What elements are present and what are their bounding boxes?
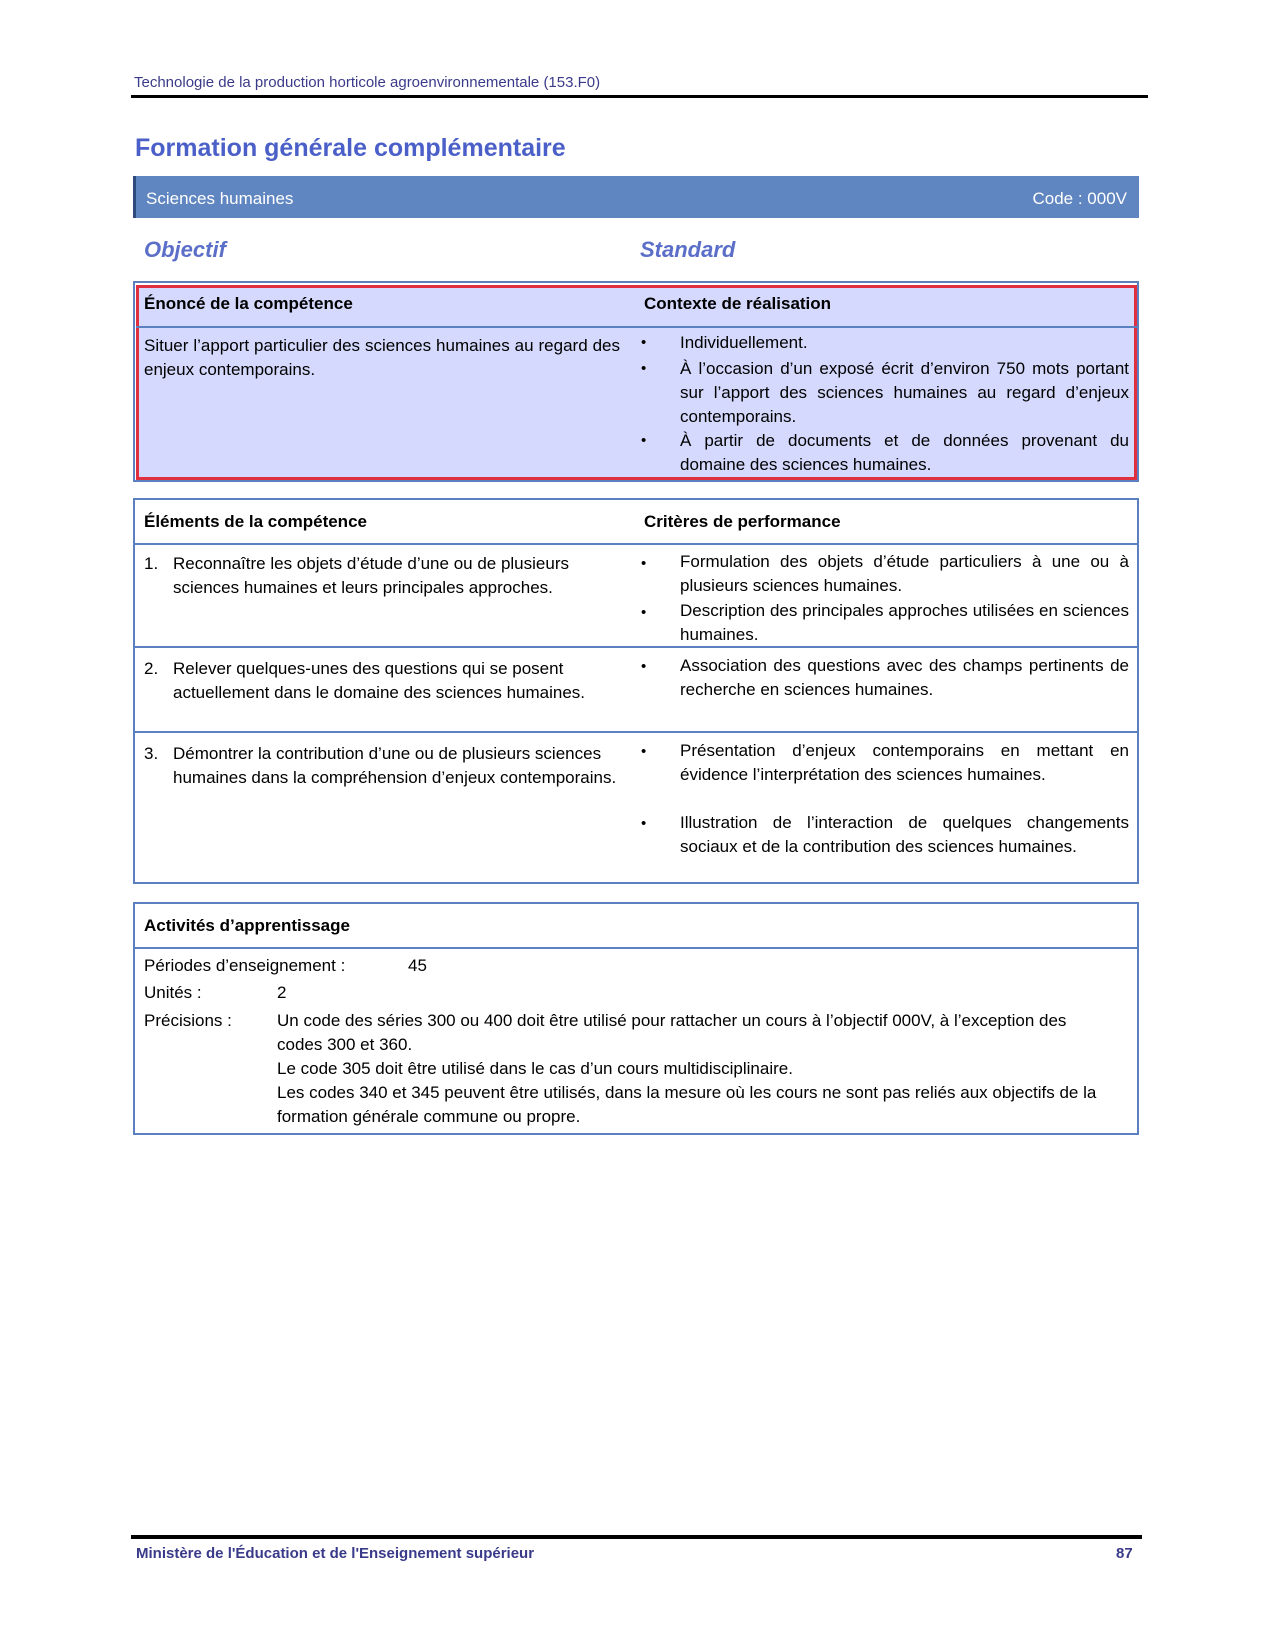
footer-ministry: Ministère de l'Éducation et de l'Enseignement supérieur: [136, 1545, 535, 1562]
bullet-icon: •: [641, 658, 647, 675]
bullet-icon: •: [641, 555, 647, 572]
critere-item: Association des questions avec des champs pertinents de recherche en sciences humaines.: [680, 656, 1129, 699]
contexte-item: Individuellement.: [680, 333, 808, 352]
standard-label: Standard: [640, 237, 736, 262]
critere-item: Formulation des objets d’étude particuliers à une ou à plusieurs sciences humaines.: [680, 552, 1129, 595]
competence-divider: [136, 326, 1137, 328]
element-text: Reconnaître les objets d’étude d’une ou de plusieurs sciences humaines et leurs principales approches.: [173, 554, 569, 597]
element-number: 1.: [144, 554, 159, 573]
objectif-label: Objectif: [144, 237, 226, 262]
precision-item: Le code 305 doit être utilisé dans le cas d’un cours multidisciplinaire.: [277, 1059, 793, 1078]
periodes-label: Périodes d’enseignement :: [144, 956, 346, 975]
bullet-icon: •: [641, 334, 647, 351]
periodes-value: 45: [408, 956, 427, 975]
criteres-header: Critères de performance: [644, 512, 841, 531]
row-divider: [135, 947, 1137, 949]
subject-code: Code : 000V: [1032, 189, 1127, 208]
bullet-icon: •: [641, 360, 647, 377]
elements-header: Éléments de la compétence: [144, 512, 367, 531]
bullet-icon: •: [641, 432, 647, 449]
subject-band: [133, 176, 1139, 218]
unites-value: 2: [277, 983, 287, 1002]
bullet-icon: •: [641, 743, 647, 760]
enonce-text: Situer l’apport particulier des sciences humaines au regard des enjeux contemporains.: [144, 336, 620, 379]
bullet-icon: •: [641, 815, 647, 832]
element-number: 2.: [144, 659, 159, 678]
enonce-header: Énoncé de la compétence: [144, 294, 353, 313]
precision-item: Les codes 340 et 345 peuvent être utilisés, dans la mesure où les cours ne sont pas reliés aux objectifs de la formation générale commune ou propre.: [277, 1083, 1097, 1126]
contexte-item: À l’occasion d’un exposé écrit d’environ 750 mots portant sur l’apport des sciences humaines au regard d’enjeux contemporains.: [680, 359, 1129, 426]
subject-name: Sciences humaines: [146, 189, 294, 208]
unites-label: Unités :: [144, 983, 202, 1002]
section-title: Formation générale complémentaire: [135, 134, 566, 162]
critere-item: Présentation d’enjeux contemporains en mettant en évidence l’interprétation des sciences humaines.: [680, 741, 1129, 784]
element-number: 3.: [144, 744, 159, 763]
critere-item: Description des principales approches utilisées en sciences humaines.: [680, 601, 1129, 644]
bullet-icon: •: [641, 604, 647, 621]
element-text: Démontrer la contribution d’une ou de plusieurs sciences humaines dans la compréhension d’enjeux contemporains.: [173, 744, 617, 787]
precision-item: Un code des séries 300 ou 400 doit être utilisé pour rattacher un cours à l’objectif 000V, à l’exception des codes 300 et 360.: [277, 1011, 1067, 1054]
running-header: Technologie de la production horticole agroenvironnementale (153.F0): [134, 74, 601, 91]
page-number: 87: [1116, 1545, 1133, 1562]
header-rule: [131, 95, 1148, 98]
activites-header: Activités d’apprentissage: [144, 916, 350, 935]
row-divider: [135, 543, 1137, 545]
footer-rule: [131, 1535, 1142, 1539]
contexte-header: Contexte de réalisation: [644, 294, 832, 313]
contexte-item: À partir de documents et de données provenant du domaine des sciences humaines.: [680, 431, 1129, 474]
row-divider: [135, 731, 1137, 733]
precisions-label: Précisions :: [144, 1011, 232, 1030]
element-text: Relever quelques-unes des questions qui se posent actuellement dans le domaine des sciences humaines.: [173, 659, 586, 702]
critere-item: Illustration de l’interaction de quelques changements sociaux et de la contribution des sciences humaines.: [680, 813, 1129, 856]
